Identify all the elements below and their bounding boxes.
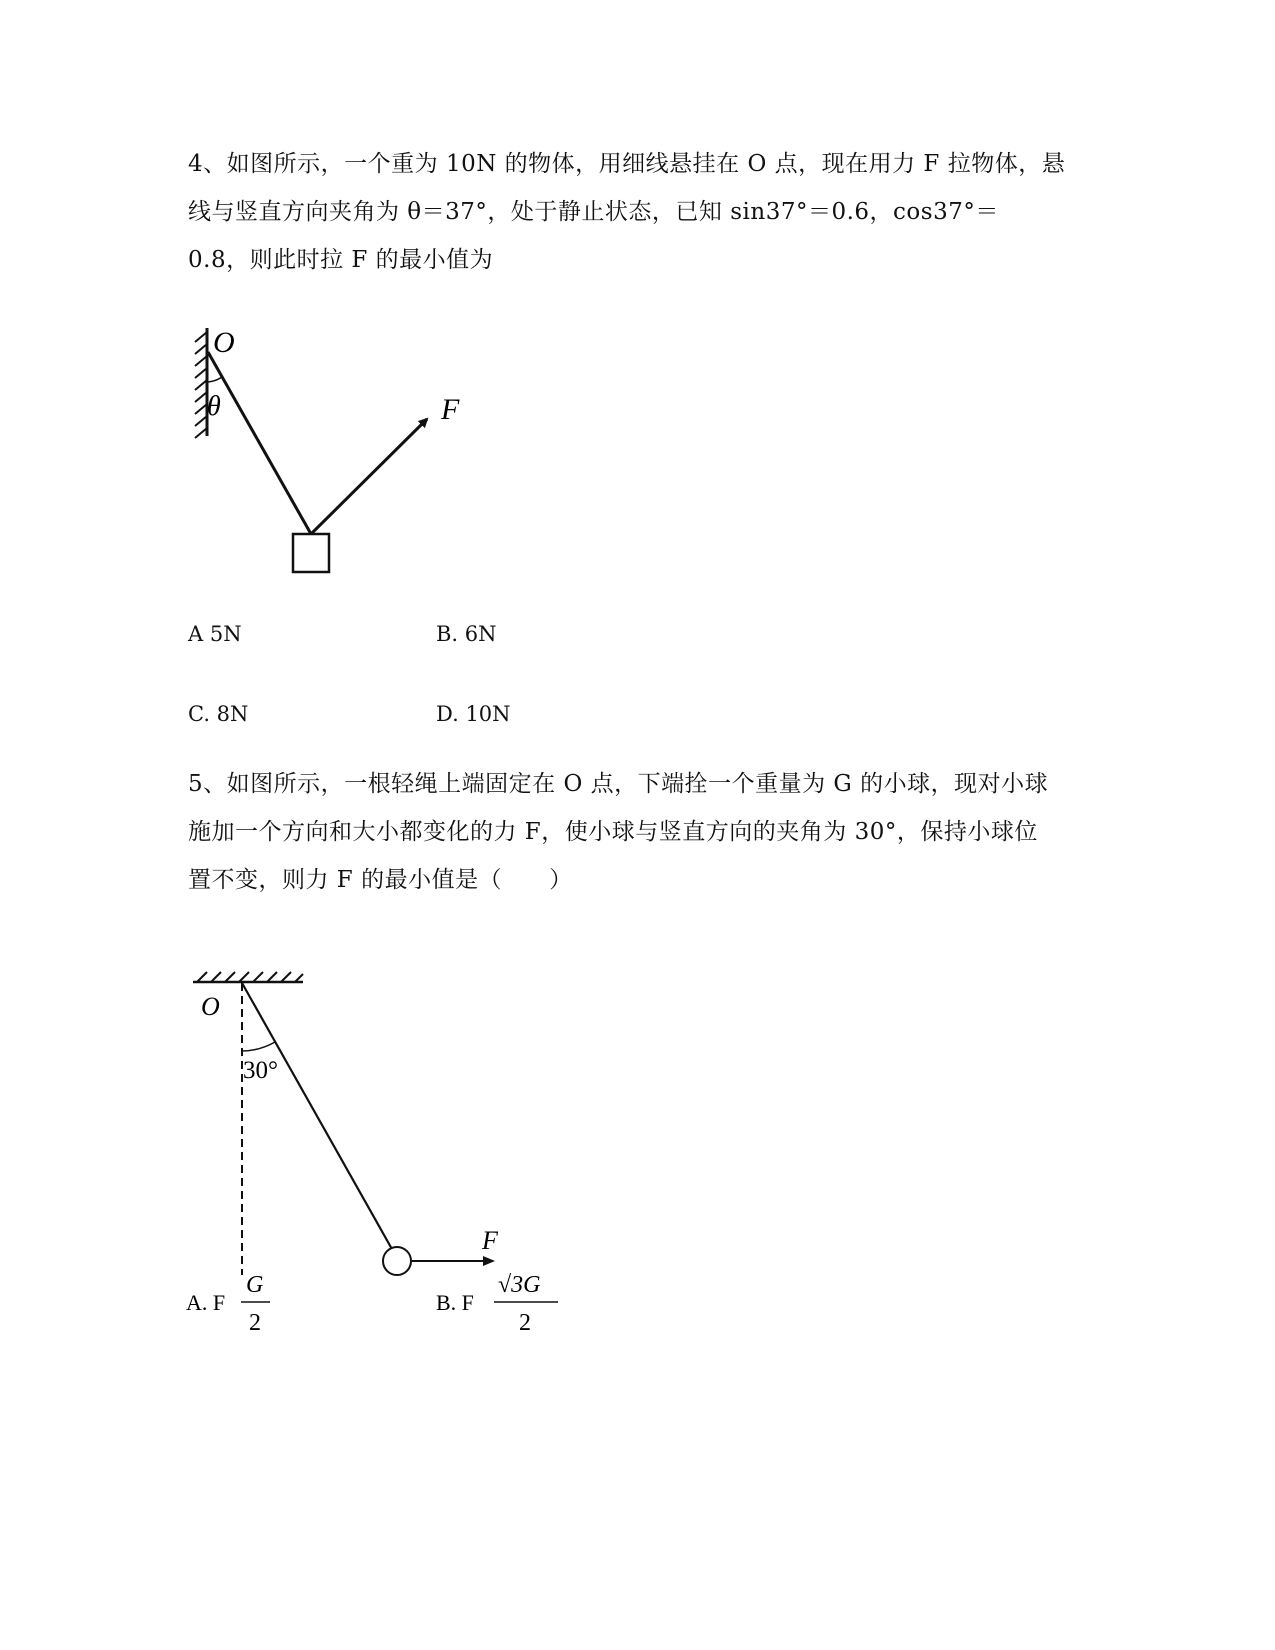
wall-hatching: [195, 332, 207, 438]
question-4-figure: [185, 320, 505, 590]
label-f: F: [482, 1226, 498, 1255]
question-5-line-1: 5、如图所示，一根轻绳上端固定在 O 点，下端拴一个重量为 G 的小球，现对小球: [188, 771, 1049, 797]
angle-arc: [208, 377, 222, 382]
option-a-q5-denominator: 2: [249, 1310, 261, 1336]
question-5-line-2: 施加一个方向和大小都变化的力 F，使小球与竖直方向的夹角为 30°，保持小球位: [188, 819, 1038, 845]
option-b-q5-numerator: √3G: [498, 1272, 541, 1298]
option-c-q4: C. 8N: [188, 702, 249, 726]
question-5-figure: [185, 955, 515, 1295]
label-o: O: [213, 326, 235, 359]
label-theta: θ: [207, 391, 221, 422]
option-b-q5-prefix: B. F: [436, 1290, 474, 1315]
option-a-q5-prefix: A. F: [186, 1290, 226, 1315]
question-4-line-1: 4、如图所示，一个重为 10N 的物体，用细线悬挂在 O 点，现在用力 F 拉物体，悬: [188, 151, 1066, 177]
question-4-text: [188, 140, 1068, 284]
question-5-text: [188, 760, 1068, 904]
label-angle: 30°: [243, 1057, 278, 1084]
option-a-q5: [186, 1266, 296, 1340]
label-f: F: [441, 393, 460, 426]
ceiling-hatching: [197, 972, 303, 982]
question-5-line-3: 置不变，则力 F 的最小值是（ ）: [188, 867, 573, 893]
option-b-q5: [436, 1266, 576, 1340]
question-4-line-2: 线与竖直方向夹角为 θ＝37°，处于静止状态，已知 sin37°＝0.6，cos37°＝: [188, 199, 999, 225]
option-b-q4: B. 6N: [436, 622, 497, 646]
option-d-q4: D. 10N: [436, 702, 511, 726]
hanging-block: [293, 534, 329, 572]
force-f-arrow: [311, 419, 427, 534]
option-b-q5-denominator: 2: [519, 1310, 531, 1336]
rope-line: [208, 352, 311, 534]
angle-arc: [242, 1042, 275, 1051]
ball: [383, 1247, 411, 1275]
label-o: O: [201, 992, 220, 1021]
question-4-line-3: 0.8，则此时拉 F 的最小值为: [188, 247, 494, 273]
option-a-q4: A 5N: [188, 622, 242, 646]
rope-line: [242, 983, 397, 1258]
option-a-q5-numerator: G: [246, 1272, 264, 1298]
